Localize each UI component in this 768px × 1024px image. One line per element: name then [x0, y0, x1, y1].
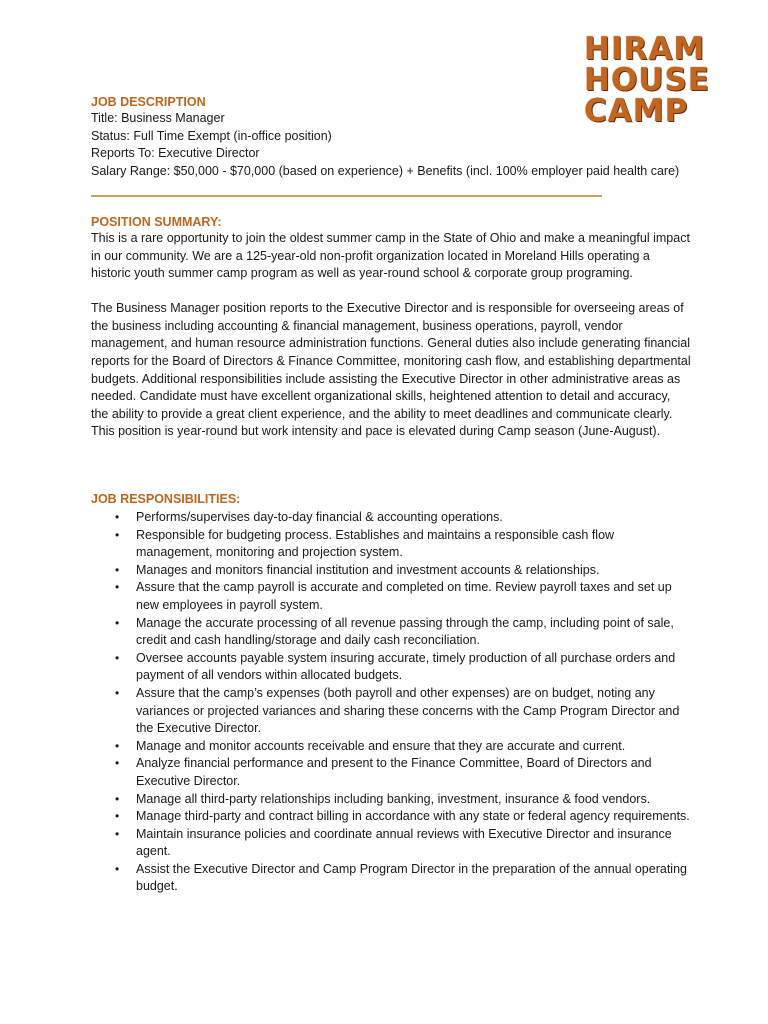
job-responsibilities-heading: JOB RESPONSIBILITIES:: [91, 492, 241, 506]
job-title: Title: Business Manager: [91, 111, 225, 125]
list-item: • Assure that the camp payroll is accurate and completed on time. Review payroll taxes and set up new employees in payroll system.: [115, 580, 672, 612]
position-summary-heading: POSITION SUMMARY:: [91, 215, 222, 229]
list-item: • Responsible for budgeting process. Establishes and maintains a responsible cash flow management, monitoring and projection system.: [115, 527, 615, 560]
job-reports-to: Reports To: Executive Director: [91, 146, 260, 160]
bullet-icon: •: [115, 756, 120, 771]
logo-line-1: HIRAM: [584, 31, 706, 67]
job-status: Status: Full Time Exempt (in-office position): [91, 128, 332, 143]
bullet-icon: •: [115, 826, 120, 841]
bullet-icon: •: [115, 861, 120, 876]
summary-paragraph-1: This is a rare opportunity to join the oldest summer camp in the State of Ohio and make a meaningful impact in our community. We are a 125-year-old non-profit organization located in Moreland Hills operating a historic youth summer camp program as well as year-round school & corporate group programing.: [91, 231, 690, 281]
bullet-icon: •: [115, 738, 120, 753]
list-item: • Maintain insurance policies and coordinate annual reviews with Executive Director and insurance agent.: [115, 826, 672, 859]
list-item: • Assist the Executive Director and Camp Program Director in the preparation of the annual operating budget.: [115, 861, 687, 894]
bullet-icon: •: [115, 562, 120, 577]
list-item: • Manage and monitor accounts receivable and ensure that they are accurate and current.: [91, 738, 691, 756]
bullet-icon: •: [115, 615, 120, 630]
bullet-icon: •: [115, 650, 120, 665]
summary-paragraph-2: The Business Manager position reports to the Executive Director and is responsible for overseeing areas of the business including accounting & financial management, business operations, payroll, vendor management, and human resource administration functions. General duties also include generating financial reports for the Board of Directors & Finance Committee, monitoring cash flow, and establishing departmental budgets. Additional responsibilities include assisting the Executive Director in other administrative areas as needed. Candidate must have excellent organizational skills, heightened attention to detail and accuracy, the ability to provide a great client experience, and the ability to meet deadlines and communicate clearly. This position is year-round but work intensity and pace is elevated during Camp season (June-August).: [91, 301, 691, 439]
logo-line-2: HOUSE: [584, 62, 710, 98]
job-description-block: [91, 94, 691, 180]
list-item: • Manage the accurate processing of all revenue passing through the camp, including point of sale, credit and cash handling/storage and daily cash reconciliation.: [115, 615, 674, 648]
section-divider: [91, 195, 602, 197]
list-item: • Manage third-party and contract billing in accordance with any state or federal agency requirements.: [91, 808, 691, 826]
list-item: • Oversee accounts payable system insuring accurate, timely production of all purchase orders and payment of all vendors within allocated budgets.: [115, 650, 676, 683]
job-salary: Salary Range: $50,000 - $70,000 (based on experience) + Benefits (incl. 100% employer paid health care): [91, 163, 680, 178]
logo-line-3: CAMP: [584, 93, 689, 129]
bullet-icon: •: [115, 685, 120, 700]
bullet-icon: •: [115, 791, 120, 806]
position-summary-section: [91, 214, 691, 441]
bullet-icon: •: [115, 527, 120, 542]
job-responsibilities-section: [91, 491, 691, 896]
bullet-icon: •: [115, 580, 120, 595]
list-item: • Manage all third-party relationships including banking, investment, insurance & food vendors.: [91, 791, 691, 809]
bullet-icon: •: [115, 510, 120, 524]
job-description-heading: JOB DESCRIPTION: [91, 95, 206, 109]
list-item: • Manages and monitors financial institution and investment accounts & relationships.: [91, 562, 691, 580]
list-item: • Analyze financial performance and present to the Finance Committee, Board of Directors and Executive Director.: [115, 756, 652, 788]
bullet-icon: •: [115, 809, 120, 824]
responsibilities-list: [91, 509, 691, 896]
list-item: • Performs/supervises day-to-day financial & accounting operations.: [91, 509, 691, 527]
list-item: • Assure that the camp’s expenses (both payroll and other expenses) are on budget, noting any variances or projected variances and sharing these concerns with the Camp Program Director and the Executive Director.: [115, 685, 680, 736]
